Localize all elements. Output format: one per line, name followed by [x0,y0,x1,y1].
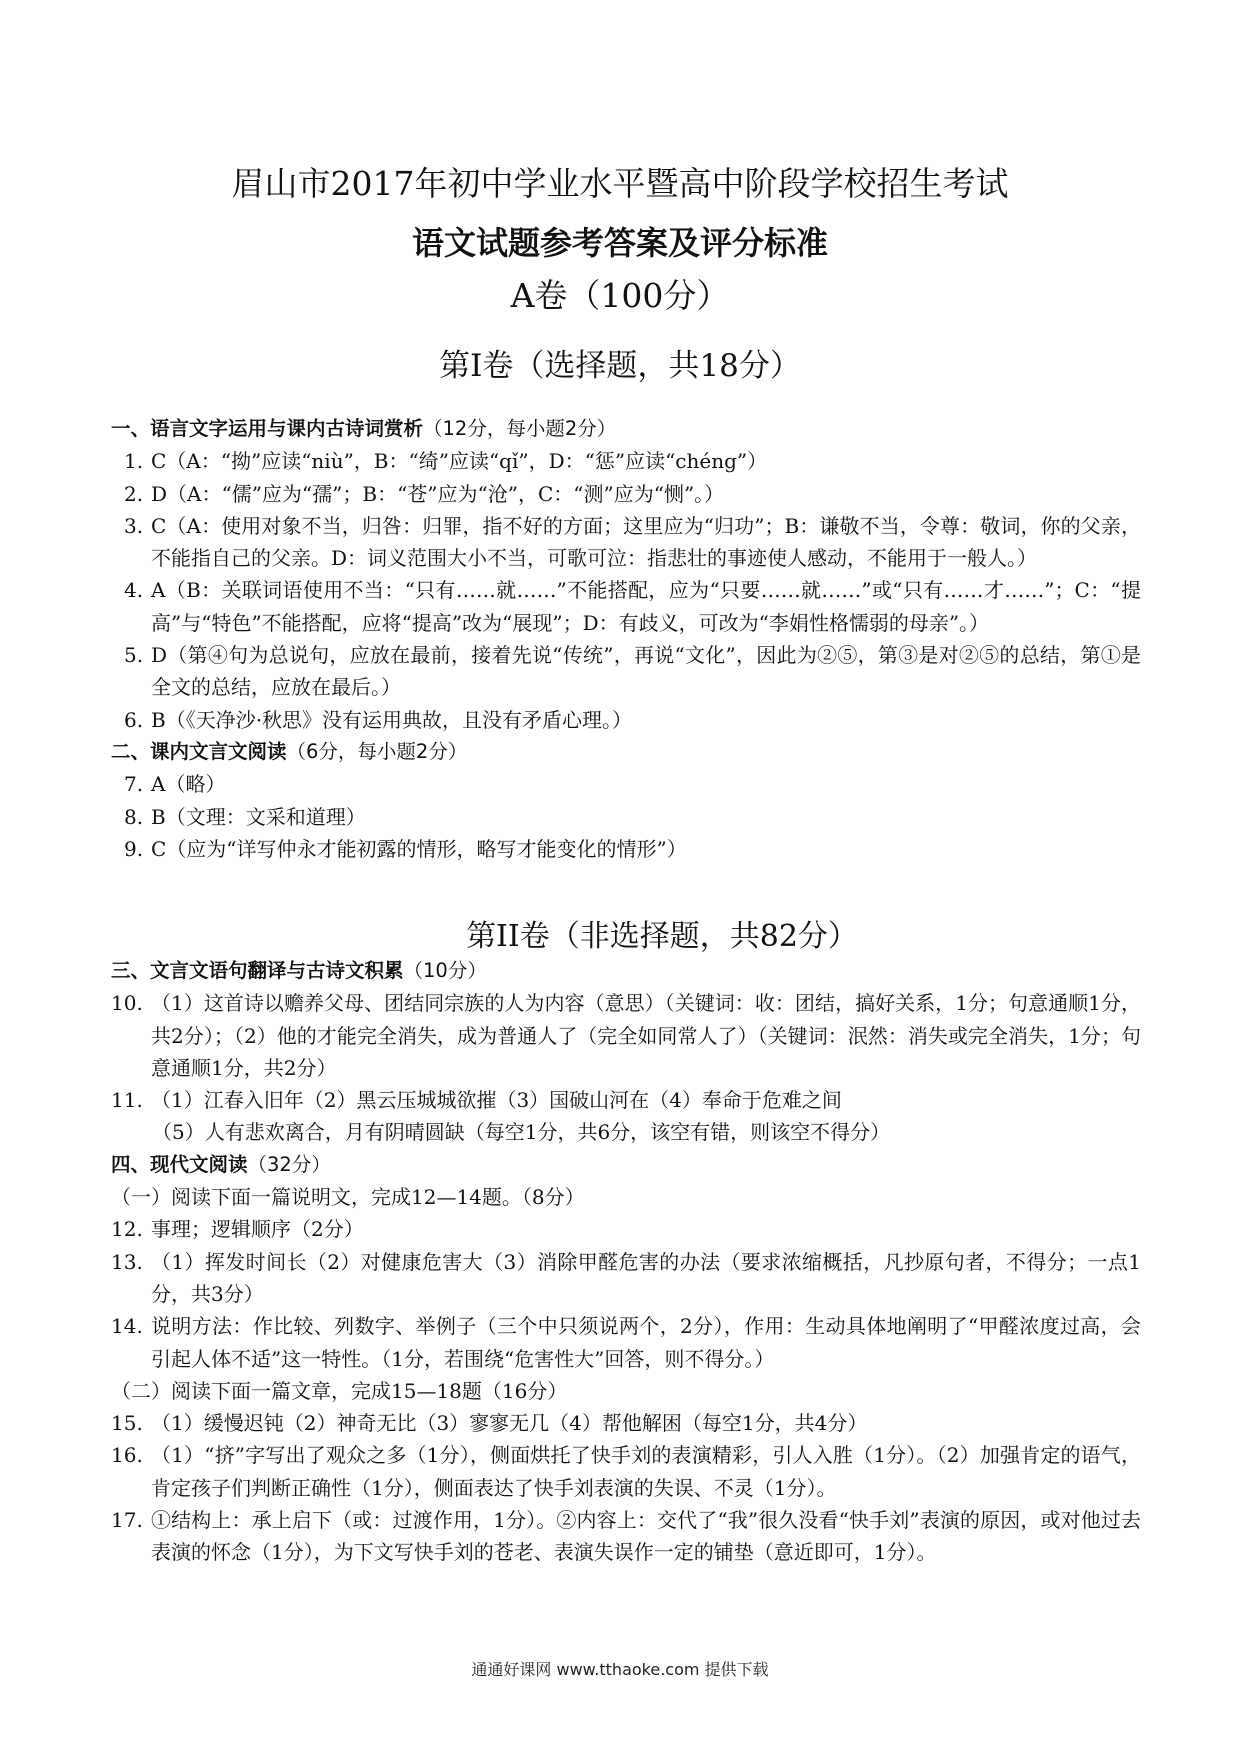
item-number: 7. [124,772,144,797]
item-number: 10. [111,991,143,1016]
section-3-heading [111,955,1141,987]
section-4-note: （32分） [247,1152,331,1176]
answer-item [111,1504,1141,1569]
item-number: 5. [124,643,144,668]
item-text: B（文理：文采和道理） [151,804,366,829]
item-text: 事理；逻辑顺序（2分） [151,1217,364,1242]
item-text: （1）挥发时间长（2）对健康危害大（3）消除甲醛危害的办法（要求浓缩概括，凡抄原句者，不得分；一点1分，共3分） [151,1249,1141,1306]
section-3-note: （10分） [403,959,487,982]
volume-2-body [111,955,1141,1569]
item-text: A（略） [151,772,226,797]
section-2-heading [111,736,1141,768]
answer-item [111,1084,1141,1116]
item-text: A（B：关联词语使用不当：“只有……就……”不能搭配，应为“只要……就……”或“只有……才……”；C：“提高”与“特色”不能搭配，应将“提高”改为“展现”；D：有歧义，可改为“李娟性格懦弱的母亲”。） [151,578,1141,635]
answer-item [111,478,1141,510]
item-text: 说明方法：作比较、列数字、举例子（三个中只须说两个，2分），作用：生动具体地阐明了“甲醛浓度过高，会引起人体不适”这一特性。（1分，若围绕“危害性大”回答，则不得分。） [151,1314,1141,1371]
answer-item [111,801,1141,833]
answer-item [111,1310,1141,1375]
answer-item [111,510,1141,575]
answer-item [111,833,1141,865]
answer-item [111,1407,1141,1439]
item-number: 15. [111,1411,143,1436]
item-number: 4. [124,578,144,603]
item-number: 12. [111,1217,143,1242]
item-text: D（A：“儒”应为“孺”；B：“苍”应为“沧”，C：“测”应为“恻”。） [151,481,725,506]
volume-1-heading: 第I卷（选择题，共18分） [439,348,801,384]
page-footer: 通通好课网 www.tthaoke.com 提供下载 [471,1660,769,1679]
answer-item [111,639,1141,704]
answer-item [111,574,1141,639]
section-1-label: 一、语言文字运用与课内古诗词赏析 [111,417,424,440]
item-text: D（第④句为总说句，应放在最前，接着先说“传统”，再说“文化”，因此为②⑤，第③是对②⑤的总结，第①是全文的总结，应放在最后。） [151,643,1141,700]
item-text: （1）缓慢迟钝（2）神奇无比（3）寥寥无几（4）帮他解困（每空1分，共4分） [151,1411,868,1436]
item-text: （1）“挤”字写出了观众之多（1分），侧面烘托了快手刘的表演精彩，引人入胜（1分）。（2）加强肯定的语气，肯定孩子们判断正确性（1分），侧面表达了快手刘表演的失误、不灵（1分）。 [151,1443,1141,1500]
answer-item [111,445,1141,477]
item-text: （1）这首诗以赡养父母、团结同宗族的人为内容（意思）（关键词：收：团结，搞好关系，1分；句意通顺1分，共2分）；（2）他的才能完全消失，成为普通人了（完全如同常人了）（关键词：泯然：消失或完全消失，1分；句意通顺1分，共2分） [151,991,1141,1080]
volume-2-heading: 第II卷（非选择题，共82分） [466,919,858,954]
item-text: ①结构上：承上启下（或：过渡作用，1分）。②内容上：交代了“我”很久没看“快手刘”表演的原因，或对他过去表演的怀念（1分），为下文写快手刘的苍老、表演失误作一定的铺垫（意近即可，1分）。 [151,1508,1141,1565]
item-number: 3. [124,513,144,538]
section-1-heading [111,413,1141,445]
item-number: 1. [124,449,144,474]
section-3-label: 三、文言文语句翻译与古诗文积累 [111,959,404,982]
answer-item [111,1246,1141,1311]
exam-title: 眉山市2017年初中学业水平暨高中阶段学校招生考试 [231,164,1009,203]
item-number: 8. [124,804,144,829]
section-2-label: 二、课内文言文阅读 [111,739,287,763]
item-text: C（A：使用对象不当，归咎：归罪，指不好的方面；这里应为“归功”；B：谦敬不当，令尊：敬词，你的父亲，不能指自己的父亲。D：词义范围大小不当，可歌可泣：指悲壮的事迹使人感动，不能用于一般人。） [151,513,1141,571]
item-continuation: （5）人有悲欢离合，月有阴晴圆缺（每空1分，共6分，该空有错，则该空不得分） [152,1120,891,1145]
item-number: 17. [111,1508,143,1533]
item-number: 14. [111,1314,143,1339]
subsection-heading: （二）阅读下面一篇文章，完成15—18题（16分） [111,1378,568,1403]
item-number: 6. [124,707,144,732]
answer-item [111,1439,1141,1504]
section-1-note: （12分，每小题2分） [423,417,617,440]
answer-item [111,704,1141,736]
item-text: B（《天净沙·秋思》没有运用典故，且没有矛盾心理。） [151,707,633,732]
document-subtitle: 语文试题参考答案及评分标准 [411,224,828,262]
item-number: 13. [111,1249,143,1274]
section-2-note: （6分，每小题2分） [286,739,468,763]
item-text: C（应为“详写仲永才能初露的情形，略写才能变化的情形”） [151,836,687,861]
answer-item [111,768,1141,800]
volume-1-body [111,413,1141,865]
paper-a-heading: A卷（100分） [510,276,730,315]
answer-item [111,987,1141,1084]
item-number: 2. [124,481,144,506]
item-number: 11. [111,1088,143,1113]
section-4-heading [111,1149,1141,1181]
item-text: （1）江春入旧年（2）黑云压城城欲摧（3）国破山河在（4）奉命于危难之间 [151,1088,842,1113]
item-text: C（A：“拗”应读“niù”，B：“绮”应读“qǐ”，D：“惩”应读“chéng”） [151,449,768,474]
subsection-heading: （一）阅读下面一篇说明文，完成12—14题。（8分） [111,1185,585,1210]
item-number: 16. [111,1443,143,1468]
item-number: 9. [124,836,144,861]
answer-item [111,1213,1141,1245]
section-4-label: 四、现代文阅读 [111,1152,248,1176]
